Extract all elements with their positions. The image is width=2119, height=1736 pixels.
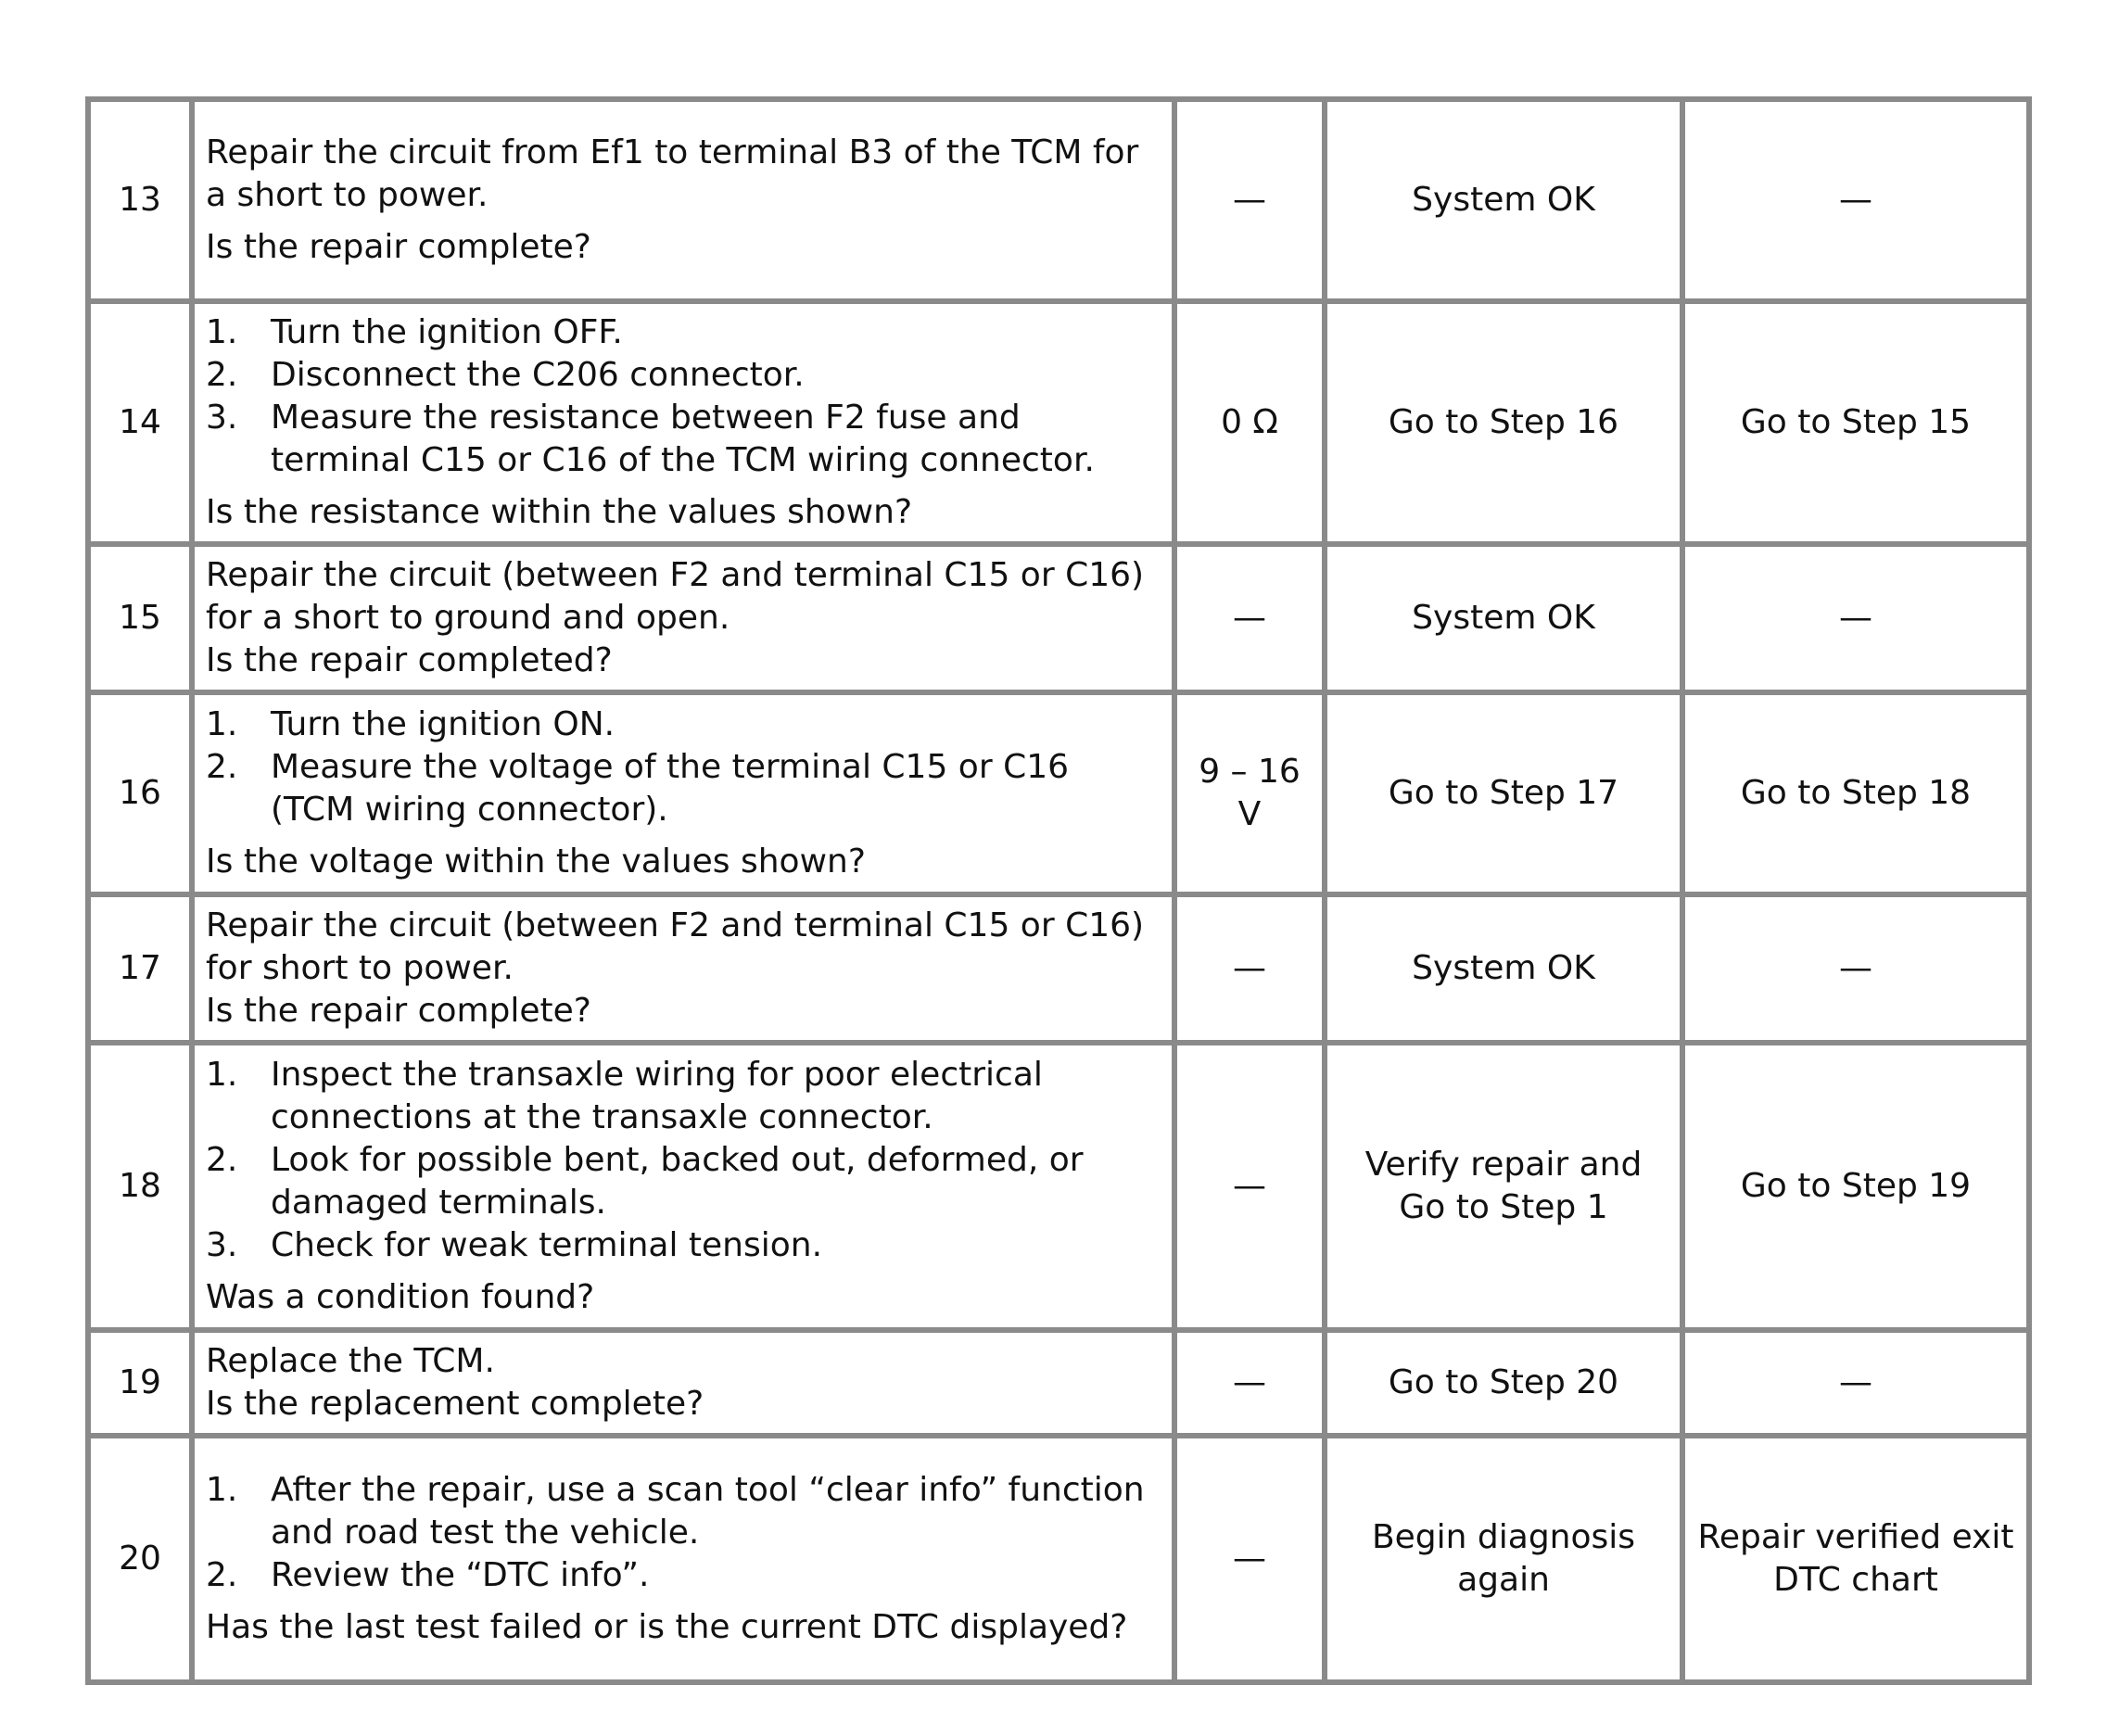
action-step-number: 2.	[206, 1556, 238, 1594]
action-step-text: Turn the ignition OFF.	[271, 313, 623, 351]
action-step-number: 1.	[206, 313, 238, 351]
yes-cell	[1325, 1330, 1682, 1436]
action-steps-list	[206, 311, 1159, 482]
value-cell	[1174, 1043, 1325, 1330]
action-step-number: 1.	[206, 1056, 238, 1094]
value-text: —	[1233, 1363, 1266, 1401]
action-cell	[192, 99, 1174, 301]
step-number: 20	[119, 1540, 161, 1578]
action-paragraph: Replace the TCM.	[206, 1342, 495, 1380]
action-step-number: 3.	[206, 1226, 238, 1264]
action-step-item	[206, 1139, 1159, 1224]
yes-text: Verify repair and Go to Step 1	[1364, 1146, 1643, 1226]
step-number-cell	[88, 692, 192, 894]
action-paragraph: Repair the circuit (between F2 and terminal C15 or C16) for short to power.	[206, 906, 1145, 987]
no-cell	[1682, 894, 2029, 1043]
yes-text: Go to Step 16	[1388, 403, 1619, 441]
action-text	[206, 1340, 1159, 1383]
yes-cell	[1325, 99, 1682, 301]
action-text	[206, 905, 1159, 990]
action-question: Has the last test failed or is the current DTC displayed?	[206, 1608, 1128, 1646]
dtc-diagnostic-table	[85, 96, 2032, 1685]
action-step-text: Turn the ignition ON.	[271, 705, 615, 743]
table-row	[88, 692, 2029, 894]
step-number: 18	[119, 1167, 161, 1205]
no-text: —	[1839, 181, 1872, 219]
step-number-cell	[88, 1330, 192, 1436]
action-step-text: Look for possible bent, backed out, deformed, or damaged terminals.	[271, 1141, 1084, 1222]
no-cell	[1682, 692, 2029, 894]
no-cell	[1682, 301, 2029, 544]
no-text: —	[1839, 1363, 1872, 1401]
action-step-item	[206, 1054, 1159, 1139]
action-question: Is the voltage within the values shown?	[206, 843, 866, 881]
value-text: 0 Ω	[1221, 403, 1278, 441]
table-row	[88, 1043, 2029, 1330]
action-step-text: Measure the voltage of the terminal C15 or C16 (TCM wiring connector).	[271, 748, 1070, 829]
action-steps-list	[206, 703, 1159, 831]
action-step-text: Review the “DTC info”.	[271, 1556, 650, 1594]
action-step-item	[206, 397, 1159, 482]
yes-text: System OK	[1412, 949, 1595, 987]
value-cell	[1174, 1330, 1325, 1436]
action-step-text: Check for weak terminal tension.	[271, 1226, 823, 1264]
action-cell	[192, 544, 1174, 692]
action-step-number: 1.	[206, 1471, 238, 1509]
value-text: —	[1233, 599, 1266, 637]
action-question: Is the resistance within the values shown?	[206, 493, 913, 531]
value-text: —	[1233, 1167, 1266, 1205]
yes-cell	[1325, 301, 1682, 544]
action-question: Is the repair completed?	[206, 641, 613, 679]
no-text: Go to Step 18	[1740, 774, 1972, 812]
action-step-text: After the repair, use a scan tool “clear info” function and road test the vehicle.	[271, 1471, 1145, 1552]
action-step-item	[206, 1554, 1159, 1597]
value-cell	[1174, 692, 1325, 894]
action-step-number: 2.	[206, 748, 238, 786]
action-step-item	[206, 311, 1159, 354]
no-cell	[1682, 99, 2029, 301]
step-number: 15	[119, 599, 161, 637]
value-text: —	[1233, 949, 1266, 987]
value-text: —	[1233, 181, 1266, 219]
no-text: Go to Step 19	[1740, 1167, 1972, 1205]
step-number: 19	[119, 1363, 161, 1401]
yes-text: System OK	[1412, 181, 1595, 219]
action-text	[206, 554, 1159, 640]
step-number: 16	[119, 774, 161, 812]
step-number-cell	[88, 301, 192, 544]
action-steps-list	[206, 1054, 1159, 1267]
action-steps-list	[206, 1469, 1159, 1597]
value-cell	[1174, 301, 1325, 544]
no-text: Go to Step 15	[1740, 403, 1972, 441]
yes-cell	[1325, 692, 1682, 894]
yes-cell	[1325, 1043, 1682, 1330]
yes-cell	[1325, 1436, 1682, 1682]
no-cell	[1682, 544, 2029, 692]
table-row	[88, 1436, 2029, 1682]
action-cell	[192, 1043, 1174, 1330]
action-question: Was a condition found?	[206, 1278, 595, 1316]
action-step-text: Measure the resistance between F2 fuse and terminal C15 or C16 of the TCM wiring connector.	[271, 399, 1095, 479]
action-step-text: Inspect the transaxle wiring for poor electrical connections at the transaxle connector.	[271, 1056, 1043, 1136]
action-question: Is the replacement complete?	[206, 1385, 704, 1423]
value-cell	[1174, 544, 1325, 692]
action-step-item	[206, 1469, 1159, 1554]
action-paragraph: Repair the circuit from Ef1 to terminal B3 of the TCM for a short to power.	[206, 133, 1139, 214]
yes-text: Go to Step 20	[1388, 1363, 1619, 1401]
step-number: 14	[119, 403, 161, 441]
action-cell	[192, 301, 1174, 544]
step-number: 17	[119, 949, 161, 987]
yes-text: Go to Step 17	[1388, 774, 1619, 812]
action-cell	[192, 692, 1174, 894]
action-question: Is the repair complete?	[206, 992, 591, 1030]
no-cell	[1682, 1330, 2029, 1436]
action-paragraph: Repair the circuit (between F2 and terminal C15 or C16) for a short to ground and open.	[206, 556, 1145, 637]
no-cell	[1682, 1043, 2029, 1330]
yes-text: System OK	[1412, 599, 1595, 637]
table-row	[88, 894, 2029, 1043]
step-number-cell	[88, 544, 192, 692]
action-step-item	[206, 1224, 1159, 1267]
action-step-number: 3.	[206, 399, 238, 437]
table-body	[88, 99, 2029, 1682]
no-text: —	[1839, 599, 1872, 637]
yes-cell	[1325, 544, 1682, 692]
yes-cell	[1325, 894, 1682, 1043]
action-cell	[192, 894, 1174, 1043]
table-row	[88, 544, 2029, 692]
table-row	[88, 1330, 2029, 1436]
step-number-cell	[88, 99, 192, 301]
action-cell	[192, 1436, 1174, 1682]
action-step-item	[206, 703, 1159, 746]
action-step-item	[206, 746, 1159, 831]
table-row	[88, 99, 2029, 301]
table-row	[88, 301, 2029, 544]
action-cell	[192, 1330, 1174, 1436]
step-number-cell	[88, 1436, 192, 1682]
no-text: —	[1839, 949, 1872, 987]
no-cell	[1682, 1436, 2029, 1682]
action-step-number: 1.	[206, 705, 238, 743]
value-text: —	[1233, 1540, 1266, 1578]
action-step-item	[206, 354, 1159, 397]
action-text	[206, 132, 1159, 217]
action-question: Is the repair complete?	[206, 228, 591, 266]
yes-text: Begin diagnosis again	[1371, 1518, 1636, 1599]
step-number-cell	[88, 1043, 192, 1330]
action-step-text: Disconnect the C206 connector.	[271, 356, 805, 394]
value-cell	[1174, 894, 1325, 1043]
action-step-number: 2.	[206, 1141, 238, 1179]
action-step-number: 2.	[206, 356, 238, 394]
step-number-cell	[88, 894, 192, 1043]
value-cell	[1174, 1436, 1325, 1682]
step-number: 13	[119, 181, 161, 219]
no-text: Repair verified exit DTC chart	[1697, 1518, 2014, 1599]
value-cell	[1174, 99, 1325, 301]
value-text: 9 – 16 V	[1199, 753, 1301, 833]
